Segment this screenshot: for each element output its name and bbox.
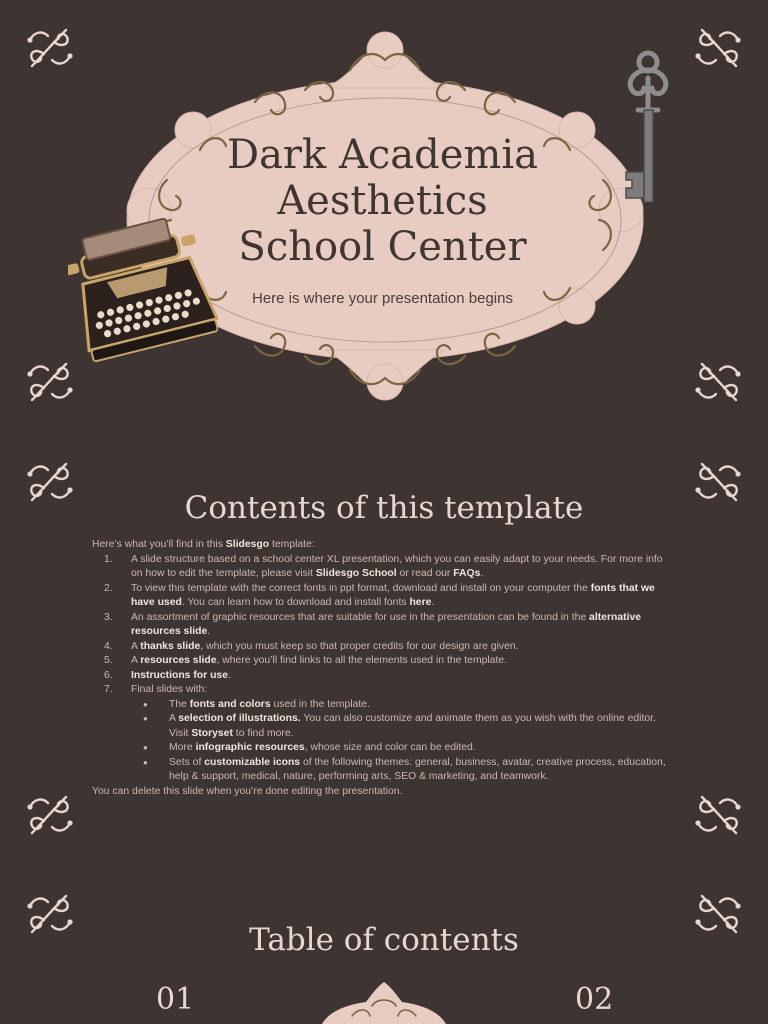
slidesgo-link[interactable]: Slidesgo <box>225 539 270 550</box>
infographic-resources-link[interactable]: infographic resources <box>195 742 305 753</box>
bullet-item: ● More infographic resources, whose size and color can be edited. <box>131 741 674 756</box>
bullet-list <box>131 698 674 785</box>
typewriter-illustration-icon <box>68 218 218 373</box>
flourish-ornament-icon <box>20 18 80 78</box>
presentation-title <box>195 132 570 270</box>
title-slide <box>0 0 768 430</box>
alternative-resources-link[interactable]: alternative resources slide <box>131 611 642 637</box>
toc-number: 01 <box>156 982 195 1017</box>
section-title: Contents of this template <box>184 490 584 526</box>
resources-slide-link[interactable]: resources slide <box>140 655 217 666</box>
contents-slide <box>0 430 768 870</box>
section-title: Table of contents <box>249 922 519 958</box>
list-item: 6. Instructions for use. <box>104 669 231 681</box>
flourish-ornament-icon <box>688 18 748 78</box>
closing-paragraph: You can delete this slide when you’re done editing the presentation. <box>92 785 403 797</box>
customizable-icons-link[interactable]: customizable icons <box>204 756 301 768</box>
install-fonts-link[interactable]: here <box>409 597 432 608</box>
instructions-link[interactable]: Instructions for use <box>131 669 228 681</box>
ornate-frame <box>322 980 446 1024</box>
list-item: 7. Final slides with: ● The fonts and colors used in the template. ● A selection of illustrations. You can also customize and animate them as you wish with the online editor. Visit Storyset to find more. ● More infographic resources, whose size and color can be edited. ● Sets of customizable icons of the following themes: general, business, avatar, creative process, education, help & support, medical, nature, performing arts, SEO & marketing, and teamwork. <box>92 683 674 785</box>
list-item: 1. A slide structure based on a school center XL presentation, which you can easily adapt to your needs. For more info on how to edit the template, please visit Slidesgo School or read our FAQs. <box>104 553 663 579</box>
numbered-list <box>92 553 674 785</box>
illustrations-link[interactable]: selection of illustrations. <box>178 713 301 724</box>
flourish-ornament-icon <box>688 785 748 845</box>
faqs-link[interactable]: FAQs <box>453 568 481 579</box>
bullet-item: ● Sets of customizable icons of the following themes: general, business, avatar, creative process, education, help & support, medical, nature, performing arts, SEO & marketing, and teamwork. <box>131 756 674 785</box>
title-line: Aesthetics <box>277 178 488 224</box>
toc-number: 02 <box>575 982 614 1017</box>
slidesgo-school-link[interactable]: Slidesgo School <box>315 568 397 579</box>
list-item: 4. A thanks slide, which you must keep so that proper credits for our design are given. <box>104 640 519 652</box>
template-contents-text <box>92 538 674 799</box>
list-item: 3. An assortment of graphic resources that are suitable for use in the presentation can be found in the alternative resources slide. <box>104 611 642 637</box>
list-item: 2. To view this template with the correct fonts in ppt format, download and install on your computer the fonts that we have used. You can learn how to download and install fonts here. <box>104 582 655 608</box>
title-line: Dark Academia <box>227 132 538 178</box>
fonts-used-link[interactable]: fonts that we have used <box>131 582 655 608</box>
presentation-subtitle: Here is where your presentation begins <box>252 290 513 307</box>
bullet-item: ● The fonts and colors used in the template. <box>131 698 674 713</box>
intro-paragraph: Here’s what you’ll find in this Slidesgo template: <box>92 539 315 550</box>
title-line: School Center <box>238 224 527 270</box>
fonts-colors-link[interactable]: fonts and colors <box>189 698 271 710</box>
list-item: 5. A resources slide, where you’ll find links to all the elements used in the template. <box>104 655 508 666</box>
thanks-slide-link[interactable]: thanks slide <box>140 640 201 652</box>
table-of-contents-slide <box>0 870 768 1024</box>
skeleton-key-illustration-icon <box>618 48 676 206</box>
storyset-link[interactable]: Storyset <box>191 727 233 739</box>
flourish-ornament-icon <box>20 785 80 845</box>
flourish-ornament-icon <box>688 352 748 412</box>
bullet-item: ● A selection of illustrations. You can also customize and animate them as you wish with the online editor. Visit Storyset to find more. <box>131 712 674 741</box>
